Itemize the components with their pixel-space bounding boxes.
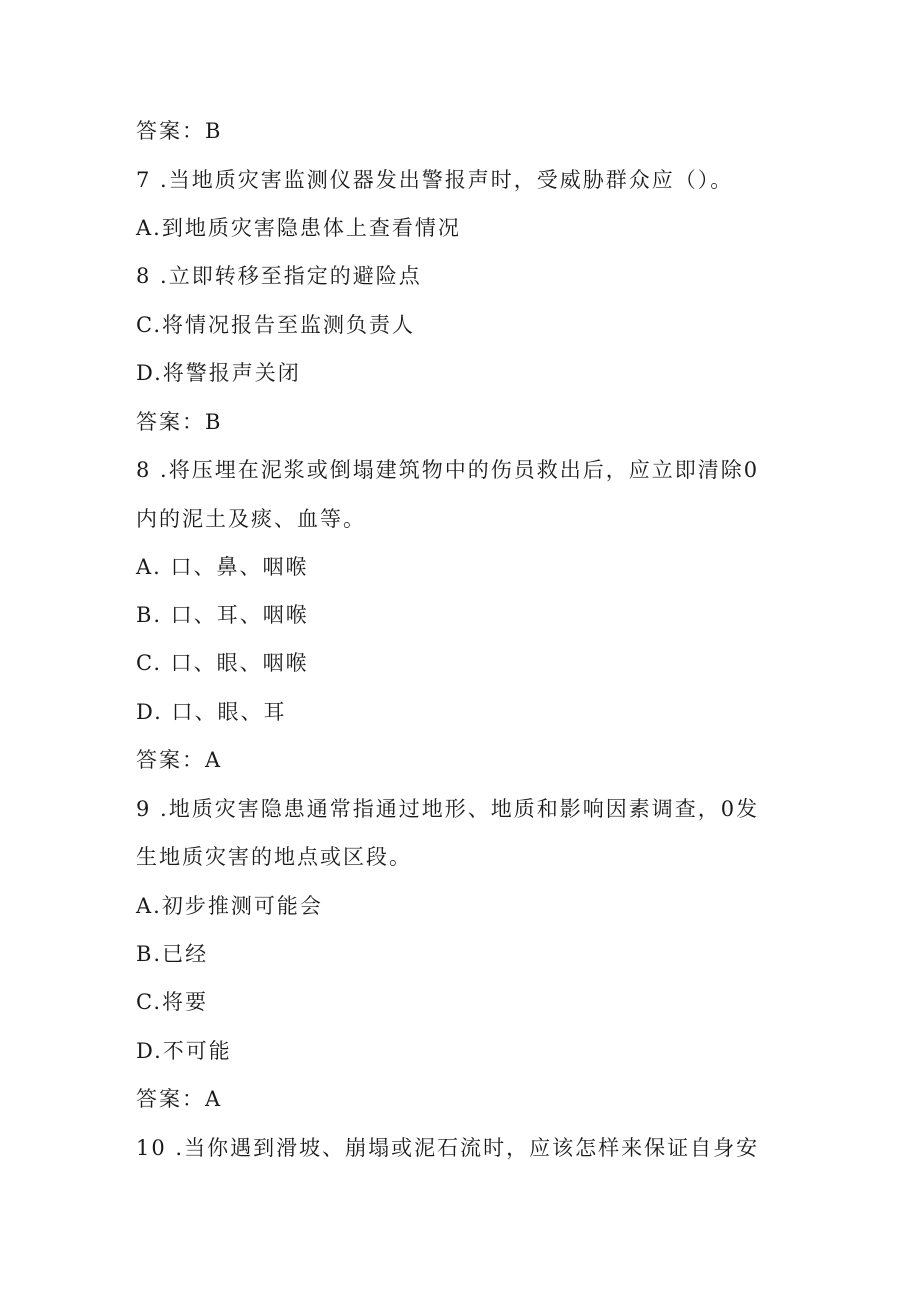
question-9-option-c: C.将要 bbox=[136, 990, 208, 1014]
question-8-line-1: 8 .将压埋在泥浆或倒塌建筑物中的伤员救出后，应立即清除0 bbox=[136, 458, 760, 482]
question-7-option-c: C.将情况报告至监测负责人 bbox=[136, 313, 415, 337]
answer-line-q6: 答案：B bbox=[136, 119, 223, 143]
answer-line-q9: 答案：A bbox=[136, 1087, 223, 1111]
question-7-option-b: 8 .立即转移至指定的避险点 bbox=[136, 264, 422, 288]
question-9-option-b: B.已经 bbox=[136, 942, 209, 966]
question-8-option-b: B. 口、耳、咽喉 bbox=[136, 603, 309, 627]
question-7-option-d: D.将警报声关闭 bbox=[136, 361, 301, 385]
answer-line-q8: 答案：A bbox=[136, 748, 223, 772]
question-8-option-c: C. 口、眼、咽喉 bbox=[136, 651, 309, 675]
question-9-line-2: 生地质灾害的地点或区段。 bbox=[136, 845, 412, 869]
question-8-line-2: 内的泥土及痰、血等。 bbox=[136, 507, 366, 531]
question-8-option-d: D. 口、眼、耳 bbox=[136, 700, 287, 724]
question-10-line-1: 10 .当你遇到滑坡、崩塌或泥石流时，应该怎样来保证自身安 bbox=[136, 1136, 760, 1160]
question-7-option-a: A.到地质灾害隐患体上查看情况 bbox=[136, 216, 461, 240]
answer-line-q7: 答案：B bbox=[136, 410, 223, 434]
question-8-option-a: A. 口、鼻、咽喉 bbox=[136, 555, 309, 579]
question-9-option-a: A.初步推测可能会 bbox=[136, 894, 323, 918]
question-9-line-1: 9 .地质灾害隐患通常指通过地形、地质和影响因素调查，0发 bbox=[136, 797, 760, 821]
question-9-option-d: D.不可能 bbox=[136, 1039, 232, 1063]
question-7: 7 .当地质灾害监测仪器发出警报声时，受威胁群众应（）。 bbox=[136, 168, 734, 192]
